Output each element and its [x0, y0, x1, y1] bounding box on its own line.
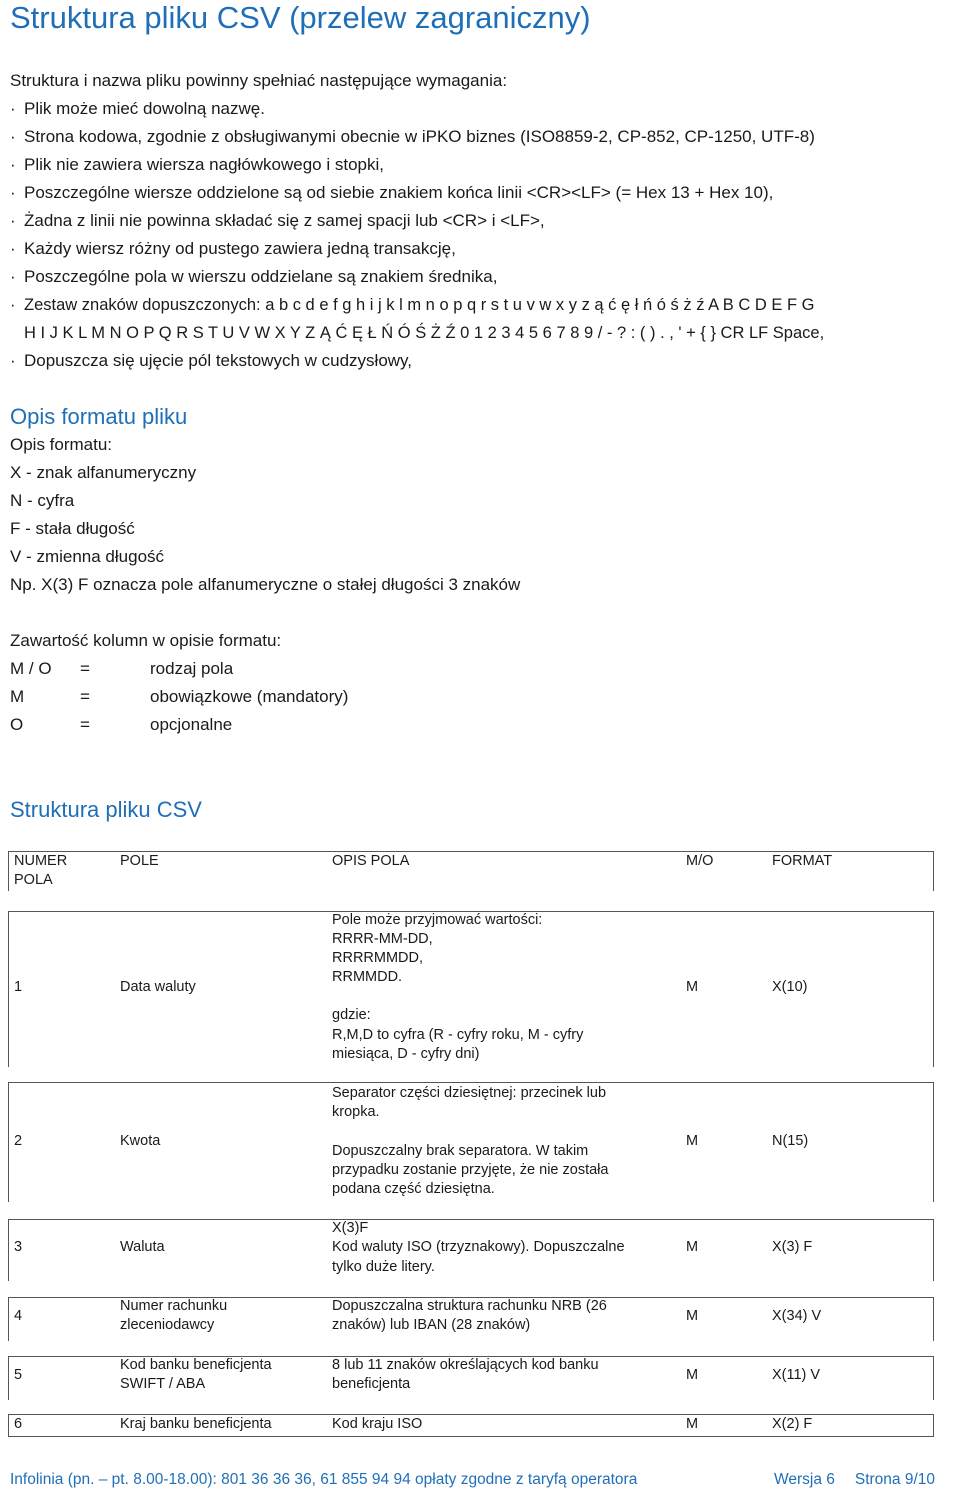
table-cell-num: 2	[14, 1133, 23, 1149]
table-cell-opis: R,M,D to cyfra (R - cyfry roku, M - cyfry	[332, 1027, 584, 1043]
table-rule	[8, 1082, 934, 1083]
table-cell-pole: Kod banku beneficjenta	[120, 1357, 272, 1373]
table-cell-opis: Pole może przyjmować wartości:	[332, 912, 543, 928]
format-line: N - cyfra	[10, 491, 75, 510]
table-header-num: POLA	[14, 872, 53, 888]
table-cell-opis: podana część dziesiętna.	[332, 1181, 495, 1197]
list-item: · Każdy wiersz różny od pustego zawiera jedną transakcję,	[10, 239, 456, 258]
list-item: · Plik może mieć dowolną nazwę.	[10, 99, 265, 118]
table-cell-num: 1	[14, 979, 23, 995]
csv-heading: Struktura pliku CSV	[10, 797, 202, 822]
table-cell-opis: Kod kraju ISO	[332, 1416, 423, 1432]
table-cell-opis: kropka.	[332, 1104, 380, 1120]
table-cell-opis: 8 lub 11 znaków określających kod banku	[332, 1357, 599, 1373]
columns-key: M	[10, 687, 25, 706]
table-rule	[933, 1297, 934, 1341]
table-cell-mo: M	[686, 1239, 699, 1255]
table-rule	[8, 1356, 9, 1400]
table-cell-num: 3	[14, 1239, 23, 1255]
table-cell-mo: M	[686, 1133, 699, 1149]
table-cell-opis: znaków) lub IBAN (28 znaków)	[332, 1317, 531, 1333]
list-item: · Poszczególne pola w wierszu oddzielane są znakiem średnika,	[10, 267, 498, 286]
table-header-mo: M/O	[686, 853, 714, 869]
table-cell-pole: SWIFT / ABA	[120, 1376, 206, 1392]
table-cell-mo: M	[686, 1367, 699, 1383]
columns-eq: =	[80, 687, 90, 706]
columns-val: obowiązkowe (mandatory)	[150, 687, 349, 706]
table-cell-pole: Numer rachunku	[120, 1298, 228, 1314]
table-cell-num: 6	[14, 1416, 23, 1432]
table-cell-pole: Kwota	[120, 1133, 161, 1149]
table-cell-opis: RRRRMMDD,	[332, 950, 424, 966]
table-rule	[8, 1219, 9, 1281]
footer-version: Wersja 6	[774, 1471, 835, 1488]
table-cell-format: X(34) V	[772, 1308, 822, 1324]
table-header-format: FORMAT	[772, 853, 833, 869]
table-header-num: NUMER	[14, 853, 68, 869]
list-item: · Strona kodowa, zgodnie z obsługiwanymi obecnie w iPKO biznes (ISO8859-2, CP-852, CP-1250, UTF-8)	[10, 127, 815, 146]
list-item: · Poszczególne wiersze oddzielone są od siebie znakiem końca linii <CR><LF> (= Hex 13 + Hex 10),	[10, 183, 774, 202]
table-rule	[8, 911, 9, 1067]
table-rule	[933, 911, 934, 1067]
columns-label: Zawartość kolumn w opisie formatu:	[10, 631, 282, 650]
format-line: X - znak alfanumeryczny	[10, 463, 197, 482]
requirements-intro: Struktura i nazwa pliku powinny spełniać następujące wymagania:	[10, 71, 508, 90]
columns-val: opcjonalne	[150, 715, 233, 734]
table-cell-pole: zleceniodawcy	[120, 1317, 215, 1333]
table-cell-mo: M	[686, 1416, 699, 1432]
list-item: · Zestaw znaków dopuszczonych: a b c d e f g h i j k l m n o p q r s t u v w x y z ą ć ę ł ń ó ś ż ź A B C D E F G	[10, 296, 815, 314]
table-cell-opis: Dopuszczalny brak separatora. W takim	[332, 1143, 589, 1159]
format-line: F - stała długość	[10, 519, 135, 538]
table-cell-format: X(10)	[772, 979, 808, 995]
footer-page-number: Strona 9/10	[854, 1471, 936, 1488]
columns-eq: =	[80, 715, 90, 734]
table-cell-mo: M	[686, 1308, 699, 1324]
table-cell-opis: beneficjenta	[332, 1376, 411, 1392]
table-rule	[933, 1414, 934, 1436]
table-cell-format: X(11) V	[772, 1367, 821, 1383]
table-rule	[933, 1356, 934, 1400]
table-cell-opis: Kod waluty ISO (trzyznakowy). Dopuszczalne	[332, 1239, 625, 1255]
table-cell-mo: M	[686, 979, 699, 995]
format-label: Opis formatu:	[10, 435, 113, 454]
table-cell-num: 4	[14, 1308, 23, 1324]
table-cell-format: X(2) F	[772, 1416, 813, 1432]
table-rule	[8, 1219, 934, 1220]
table-cell-format: N(15)	[772, 1133, 809, 1149]
footer-page-info	[774, 1471, 955, 1489]
table-cell-opis: miesiąca, D - cyfry dni)	[332, 1046, 480, 1062]
format-heading: Opis formatu pliku	[10, 404, 188, 429]
table-cell-format: X(3) F	[772, 1239, 813, 1255]
columns-key: M / O	[10, 659, 52, 678]
footer-infolinia: Infolinia (pn. – pt. 8.00-18.00): 801 36 36 36, 61 855 94 94 opłaty zgodne z taryfą operatora	[10, 1471, 638, 1488]
table-cell-opis: gdzie:	[332, 1007, 371, 1023]
table-cell-pole: Kraj banku beneficjenta	[120, 1416, 272, 1432]
table-header-opis: OPIS POLA	[332, 853, 410, 869]
charset-continuation: H I J K L M N O P Q R S T U V W X Y Z Ą Ć Ę Ł Ń Ó Ś Ż Ź 0 1 2 3 4 5 6 7 8 9 / - ? : ( ) . , ' + { } CR LF Space,	[24, 324, 825, 342]
table-cell-opis: RRMMDD.	[332, 969, 403, 985]
list-item: · Plik nie zawiera wiersza nagłówkowego i stopki,	[10, 155, 384, 174]
columns-val: rodzaj pola	[150, 659, 234, 678]
table-cell-opis: RRRR-MM-DD,	[332, 931, 433, 947]
format-example: Np. X(3) F oznacza pole alfanumeryczne o stałej długości 3 znaków	[10, 575, 521, 594]
table-cell-num: 5	[14, 1367, 23, 1383]
table-rule	[8, 1414, 9, 1436]
table-rule	[933, 1082, 934, 1202]
table-cell-opis: X(3)F	[332, 1220, 369, 1236]
format-line: V - zmienna długość	[10, 547, 165, 566]
table-rule	[8, 851, 9, 891]
table-rule	[933, 851, 934, 891]
table-rule	[8, 1082, 9, 1202]
list-item: · Żadna z linii nie powinna składać się z samej spacji lub <CR> i <LF>,	[10, 211, 545, 230]
columns-eq: =	[80, 659, 90, 678]
columns-key: O	[10, 715, 24, 734]
table-cell-opis: przypadku zostanie przyjęte, że nie została	[332, 1162, 609, 1178]
table-cell-opis: tylko duże litery.	[332, 1259, 435, 1275]
table-rule	[8, 1297, 9, 1341]
table-rule	[8, 1436, 934, 1437]
table-cell-pole: Data waluty	[120, 979, 196, 995]
table-header-pole: POLE	[120, 853, 159, 869]
table-rule	[933, 1219, 934, 1281]
table-cell-opis: Separator części dziesiętnej: przecinek lub	[332, 1085, 607, 1101]
list-item: · Dopuszcza się ujęcie pól tekstowych w cudzysłowy,	[10, 351, 413, 370]
page-title: Struktura pliku CSV (przelew zagraniczny)	[10, 0, 591, 35]
table-cell-opis: Dopuszczalna struktura rachunku NRB (26	[332, 1298, 607, 1314]
table-cell-pole: Waluta	[120, 1239, 165, 1255]
